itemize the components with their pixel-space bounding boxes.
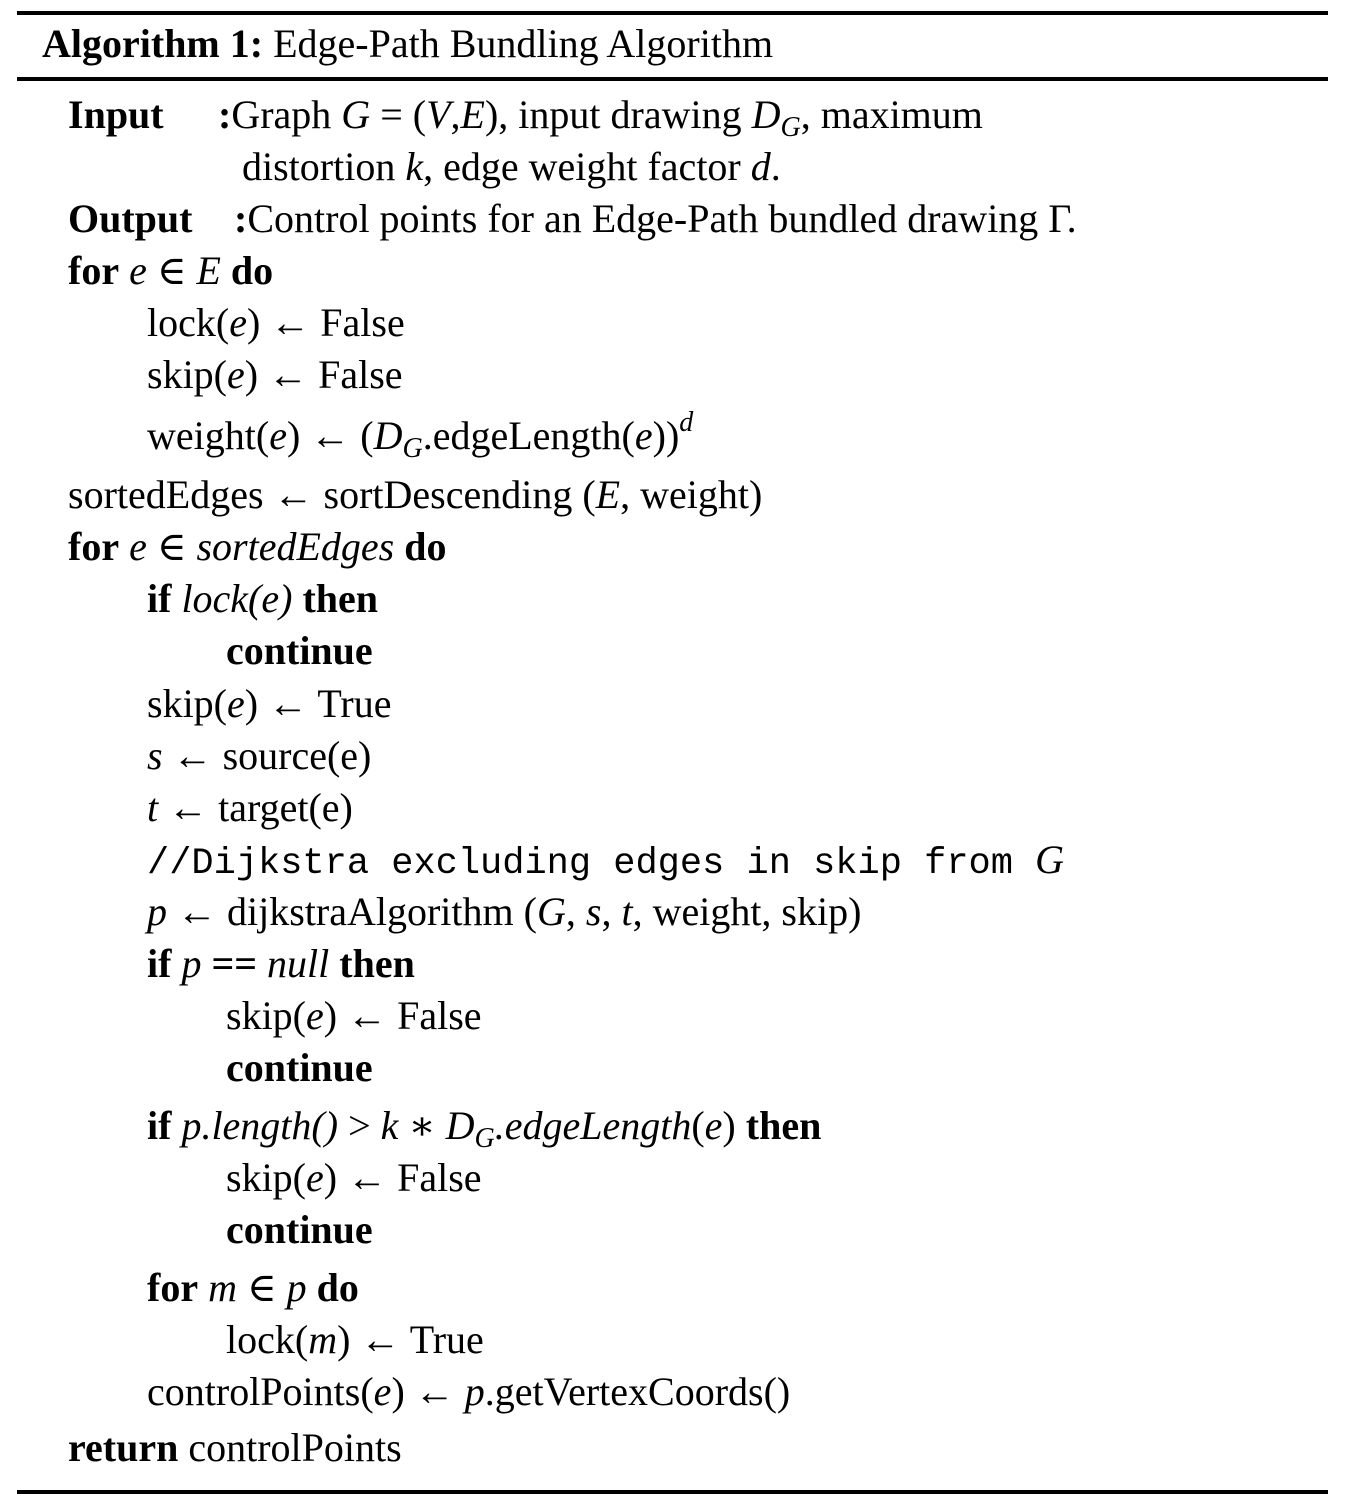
algo-line-18: skip(e) ← False: [226, 1155, 482, 1200]
algo-line-10: s ← source(e): [147, 733, 372, 778]
caption-rule: [17, 77, 1328, 81]
algo-line-14: if p == null then: [147, 941, 415, 986]
algo-line-1: for e ∈ E do: [68, 248, 274, 293]
input-text-line2: distortion k, edge weight factor d.: [242, 144, 781, 189]
output-label: Output: [68, 196, 193, 241]
algo-line-13: p ← dijkstraAlgorithm (G, s, t, weight, skip): [147, 889, 862, 934]
algo-line-21: lock(m) ← True: [226, 1317, 484, 1362]
algo-line-23: return controlPoints: [68, 1425, 402, 1470]
output-row: Output :Control points for an Edge-Path bundled drawing Γ.: [68, 193, 1077, 245]
algo-line-20: for m ∈ p do: [147, 1265, 359, 1310]
algo-line-5: sortedEdges ← sortDescending (E, weight): [68, 472, 763, 517]
top-rule: [17, 11, 1328, 15]
algo-line-22: controlPoints(e) ← p.getVertexCoords(): [147, 1369, 791, 1414]
algorithm-title: Edge-Path Bundling Algorithm: [273, 21, 774, 66]
input-text-line1: Graph G = (V,E), input drawing $D_G$, maximum: [231, 92, 983, 143]
input-label: Input: [68, 92, 164, 137]
algo-line-2: lock(e) ← False: [147, 300, 405, 345]
bottom-rule: [17, 1490, 1328, 1494]
algorithm-number: Algorithm 1:: [42, 21, 264, 66]
algo-line-3: skip(e) ← False: [147, 352, 403, 397]
algo-line-7: if lock(e) then: [147, 576, 379, 621]
input-row: Input :Graph G = (V,E), input drawing $D_G$, maximum: [68, 89, 983, 141]
algo-line-11: t ← target(e): [147, 785, 353, 830]
algo-line-19: continue: [226, 1207, 373, 1252]
algo-line-6: for e ∈ sortedEdges do: [68, 524, 447, 569]
algorithm-caption: [42, 18, 773, 70]
algo-line-4: weight(e) ← $(D_G.edgeLength(e))^d$: [147, 407, 694, 464]
algo-comment: //Dijkstra excluding edges in skip from G: [147, 837, 1065, 885]
algo-line-9: skip(e) ← True: [147, 681, 392, 726]
algo-line-8: continue: [226, 628, 373, 673]
algo-line-15: skip(e) ← False: [226, 993, 482, 1038]
algo-line-16: continue: [226, 1045, 373, 1090]
algo-line-17: if p.length() > k ∗ $D_G.edgeLength(e)$ then: [147, 1103, 822, 1154]
output-text: Control points for an Edge-Path bundled drawing Γ.: [247, 196, 1077, 241]
